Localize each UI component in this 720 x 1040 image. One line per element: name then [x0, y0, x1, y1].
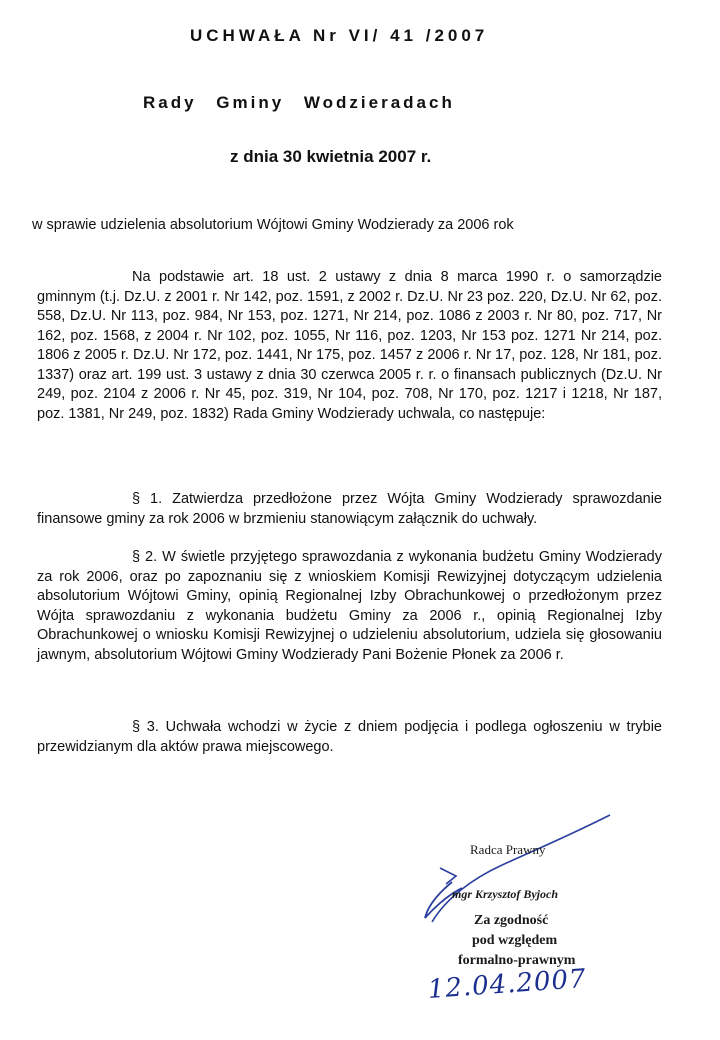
handwritten-date: 12.04.2007	[426, 963, 588, 1005]
council-name: Rady Gminy Wodzieradach	[143, 93, 455, 112]
stamp-name: mgr Krzysztof Byjoch	[452, 887, 559, 901]
section-1-paragraph: § 1. Zatwierdza przedłożone przez Wójta Gminy Wodzierady sprawozdanie finansowe gminy za rok 2006 w brzmieniu stanowiącym załącznik do uchwały.	[37, 491, 662, 527]
section-2-paragraph: § 2. W świetle przyjętego sprawozdania z wykonania budżetu Gminy Wodzierady za rok 2006, oraz po zapoznaniu się z wnioskiem Komisji Rewizyjnej dotyczącym udzielenia absolutorium Wójtowi Gminy, opinią Regionalnej Izby Obrachunkowej o przedłożonym przez Wójta sprawozdaniu z wykonania budżetu Gminy za 2006 r., opinią Regionalnej Izby Obrachunkowej o wniosku Komisji Rewizyjnej o udzieleniu absolutorium, udziela się głosowaniu jawnym, absolutorium Wójtowi Gminy Wodzierady Pani Bożenie Płonek za 2006 r.	[37, 549, 662, 663]
resolution-subject: w sprawie udzielenia absolutorium Wójtowi Gminy Wodzierady za 2006 rok	[32, 217, 514, 233]
resolution-title: UCHWAŁA Nr VI/ 41 /2007	[190, 26, 489, 45]
stamp-line-3: formalno-prawnym	[458, 953, 576, 968]
resolution-date: z dnia 30 kwietnia 2007 r.	[230, 147, 432, 166]
stamp-line-2: pod względem	[472, 933, 558, 948]
legal-basis-paragraph: Na podstawie art. 18 ust. 2 ustawy z dnia 8 marca 1990 r. o samorządzie gminnym (t.j. Dz.U. z 2001 r. Nr 142, poz. 1591, z 2002 r. Dz.U. Nr 23 poz. 220, Dz.U. Nr 62, poz. 558, Dz.U. Nr 113, poz. 984, Nr 153, poz. 1271, Nr 214, poz. 1086 z 2003 r. Nr 80, poz. 717, Nr 162, poz. 1568, z 2004 r. Nr 102, poz. 1055, Nr 116, poz. 1203, Nr 153 poz. 1271 Nr 214, poz. 1806 z 2005 r. Dz.U. Nr 172, poz. 1441, Nr 175, poz. 1457 z 2006 r. Nr 17, poz. 128, Nr 181, poz. 1337) oraz art. 199 ust. 3 ustawy z dnia 30 czerwca 2005 r. r. o finansach publicznych (Dz.U. Nr 249, poz. 2104 z 2006 r. Nr 45, poz. 319, Nr 104, poz. 708, Nr 170, poz. 1217 i 1218, Nr 187, poz. 1381, Nr 249, poz. 1832) Rada Gminy Wodzierady uchwala, co następuje:	[37, 269, 662, 422]
section-3-paragraph: § 3. Uchwała wchodzi w życie z dniem podjęcia i podlega ogłoszeniu w trybie przewidzianym dla aktów prawa miejscowego.	[37, 719, 662, 755]
stamp-line-1: Za zgodność	[474, 913, 549, 928]
stamp-role: Radca Prawny	[470, 842, 546, 857]
